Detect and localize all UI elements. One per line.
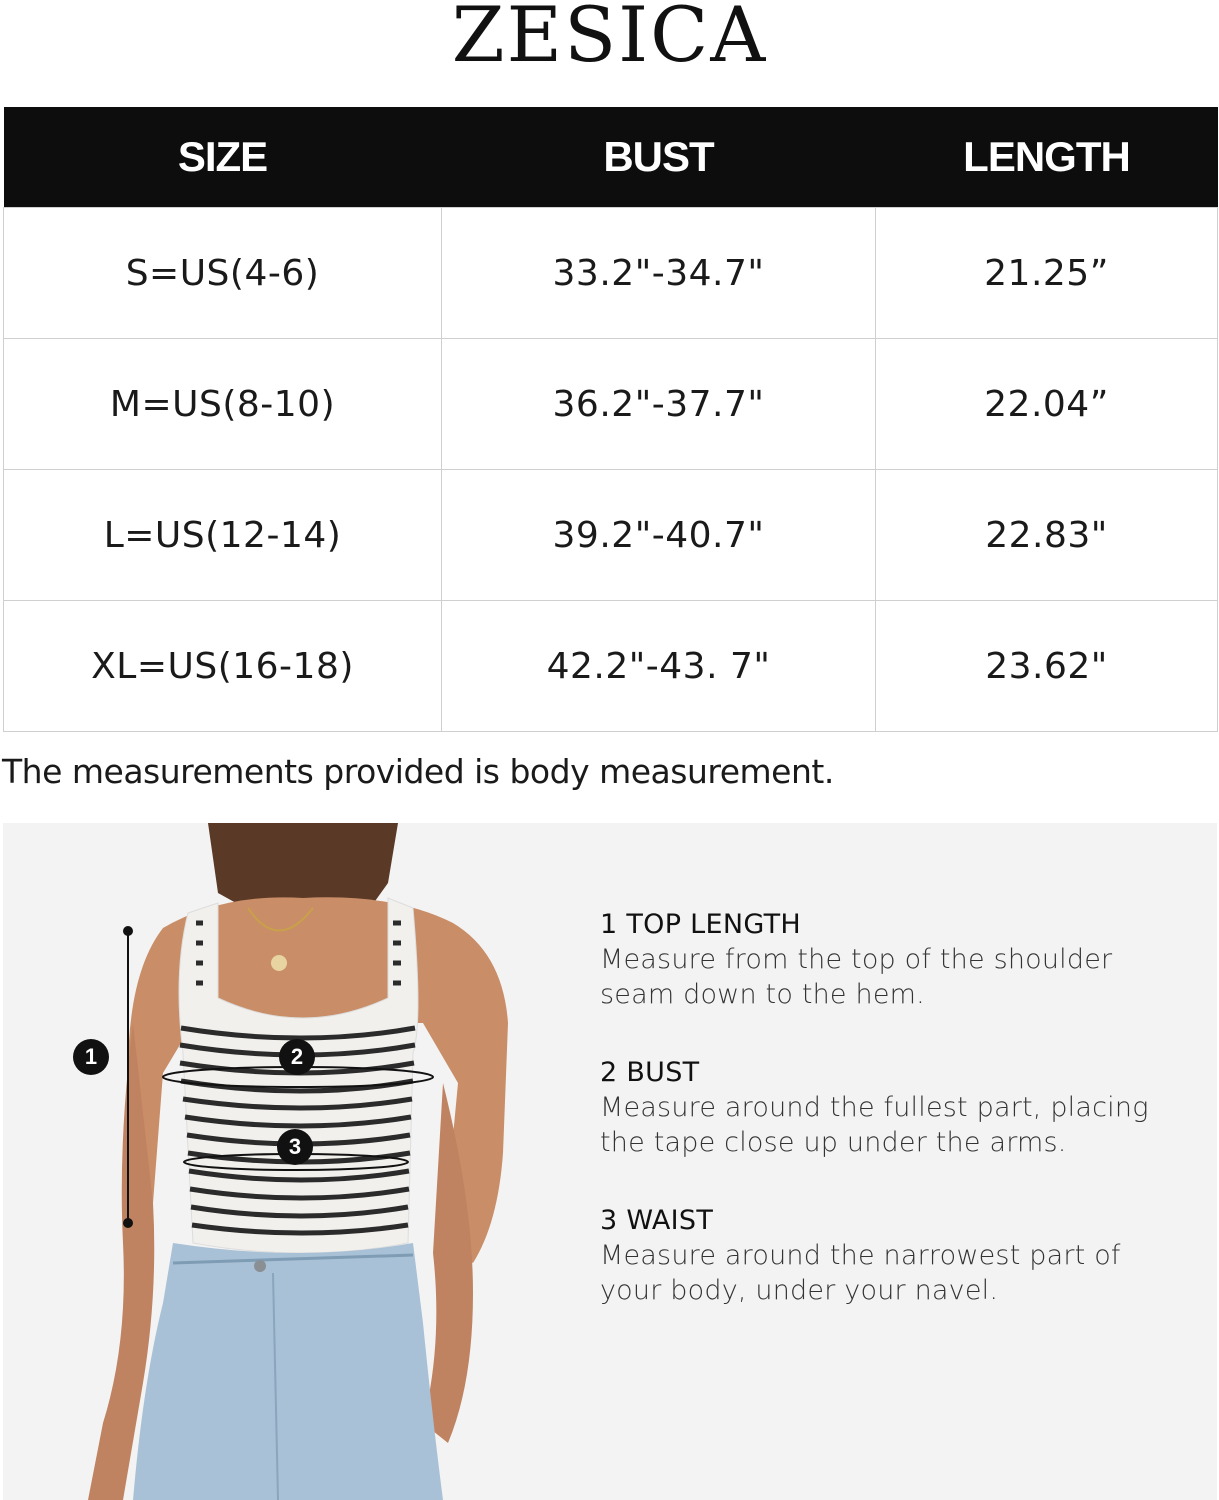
table-row: [4, 339, 1218, 470]
jeans-shape: [133, 1243, 443, 1500]
measurement-note: The measurements provided is body measurement.: [2, 752, 834, 791]
instruction-text: Measure around the fullest part, placing the tape close up under the arms.: [600, 1092, 1149, 1158]
size-cell: L=US(12-14): [4, 470, 442, 601]
size-cell: XL=US(16-18): [4, 601, 442, 732]
bust-cell: 39.2"-40.7": [442, 470, 876, 601]
table-row: [4, 208, 1218, 339]
instruction-waist: [600, 1204, 1190, 1308]
marker-waist: 3: [277, 1129, 313, 1165]
length-cell: 21.25”: [876, 208, 1218, 339]
bust-cell: 33.2"-34.7": [442, 208, 876, 339]
pendant-shape: [271, 955, 287, 971]
size-cell: S=US(4-6): [4, 208, 442, 339]
bust-cell: 36.2"-37.7": [442, 339, 876, 470]
instruction-text: Measure from the top of the shoulder seam down to the hem.: [600, 944, 1113, 1010]
instruction-heading: 3 WAIST: [600, 1205, 714, 1236]
length-cell: 23.62": [876, 601, 1218, 732]
header-bust: BUST: [442, 107, 876, 208]
table-header-row: [4, 107, 1218, 208]
instruction-heading: 2 BUST: [600, 1057, 700, 1088]
instruction-heading: 1 TOP LENGTH: [600, 909, 802, 940]
size-cell: M=US(8-10): [4, 339, 442, 470]
length-cell: 22.04”: [876, 339, 1218, 470]
length-measure-end: [123, 926, 133, 936]
marker-bust: 2: [279, 1039, 315, 1075]
length-measure-end: [123, 1218, 133, 1228]
length-cell: 22.83": [876, 470, 1218, 601]
header-size: SIZE: [4, 107, 442, 208]
instruction-bust: [600, 1056, 1190, 1160]
jeans-button: [254, 1260, 266, 1272]
instruction-text: Measure around the narrowest part of your body, under your navel.: [600, 1240, 1121, 1306]
measurement-instructions: [600, 908, 1190, 1352]
bust-cell: 42.2"-43. 7": [442, 601, 876, 732]
model-illustration: [3, 823, 563, 1500]
brand-logo: ZESICA: [451, 0, 768, 79]
instruction-top-length: [600, 908, 1190, 1012]
table-row: [4, 601, 1218, 732]
measurement-guide-panel: [3, 823, 1217, 1500]
header-length: LENGTH: [876, 107, 1218, 208]
marker-top-length: 1: [73, 1039, 109, 1075]
size-chart-table: [3, 107, 1218, 732]
table-row: [4, 470, 1218, 601]
